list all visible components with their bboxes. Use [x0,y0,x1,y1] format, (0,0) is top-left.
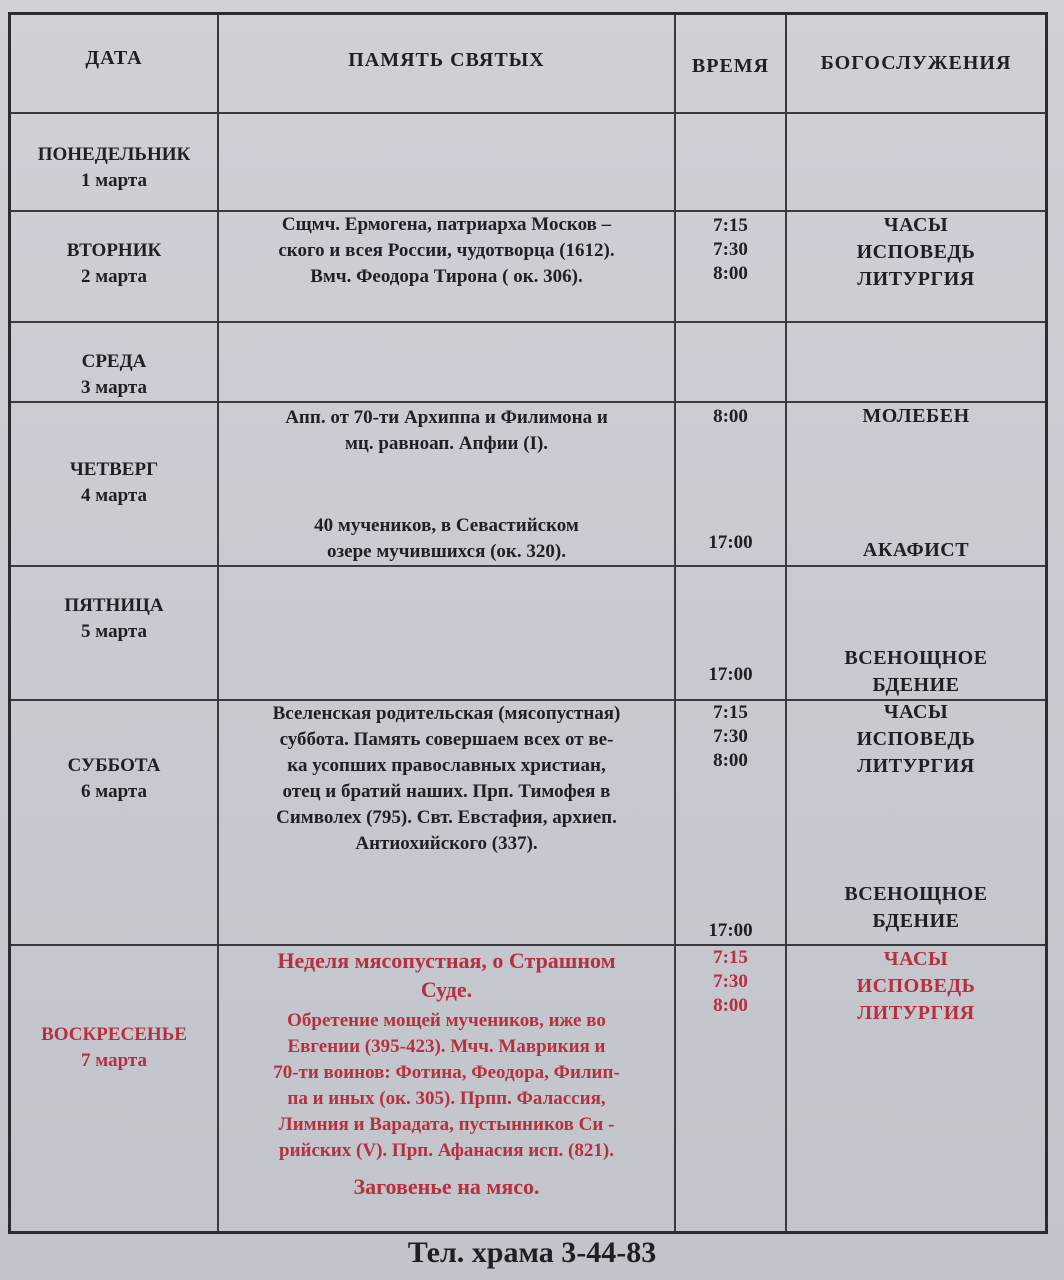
table-row [11,321,1045,401]
saints-line: Обретение мощей мучеников, иже во [287,1010,606,1031]
saints-line: мц. равноап. Апфии (I). [344,433,549,454]
day-name: СУББОТА [67,755,161,776]
service-name: ИСПОВЕДЬ [856,728,976,750]
saints-line: Евгении (395-423). Мчч. Маврикия и [287,1036,606,1057]
day-name: ПОНЕДЕЛЬНИК [37,144,191,165]
header-time: ВРЕМЯ [691,55,770,77]
saints-line: Вмч. Феодора Тирона ( ок. 306). [310,266,583,287]
saints-line: Апп. от 70-ти Архиппа и Филимона и [285,407,608,428]
day-name: ЧЕТВЕРГ [69,459,159,480]
saints-line: отец и братий наших. Прп. Тимофея в [282,781,611,802]
service-time: 7:15 [713,215,748,236]
saints-line: озере мучившихся (ок. 320). [327,541,566,562]
service-time: 7:15 [713,947,748,968]
sunday-title: Неделя мясопустная, о Страшном [277,948,616,973]
service-name: ЛИТУРГИЯ [857,1002,975,1024]
service-time: 7:15 [713,702,748,723]
schedule-table [8,12,1048,1234]
saints-line: суббота. Память совершаем всех от ве- [279,729,614,750]
day-date: 6 марта [81,781,147,802]
service-name: ВСЕНОЩНОЕ [844,647,988,669]
table-row [11,944,1045,1231]
sunday-title: Суде. [420,977,473,1002]
day-date: 7 марта [81,1050,147,1071]
table-row [11,210,1045,321]
service-name: БДЕНИЕ [872,674,960,696]
closing-note: Заговенье на мясо. [353,1174,540,1199]
saints-line: рийских (V). Прп. Афанасия исп. (821). [279,1140,614,1161]
service-name: МОЛЕБЕН [862,405,970,427]
table-row [11,565,1045,699]
day-name: ПЯТНИЦА [64,595,164,616]
table-row [11,112,1045,210]
service-time: 7:30 [713,971,748,992]
service-name: АКАФИСТ [862,539,970,561]
header-saints: ПАМЯТЬ СВЯТЫХ [348,49,545,71]
day-date: 5 марта [81,621,147,642]
service-time: 8:00 [713,263,748,284]
service-time: 8:00 [713,406,748,427]
table-row [11,699,1045,944]
day-date: 1 марта [81,170,147,191]
saints-line: ка усопших православных христиан, [287,755,606,776]
saints-line: ского и всея России, чудотворца (1612). [278,240,615,261]
header-date: ДАТА [85,47,143,69]
service-time: 8:00 [713,750,748,771]
saints-line: Антиохийского (337). [355,833,538,854]
service-name: ВСЕНОЩНОЕ [844,883,988,905]
service-time: 17:00 [708,920,753,941]
service-name: ЛИТУРГИЯ [857,755,975,777]
service-name: ЛИТУРГИЯ [857,268,975,290]
saints-line: 70-ти воинов: Фотина, Феодора, Филип- [273,1062,620,1083]
service-time: 8:00 [713,995,748,1016]
day-name: ВОСКРЕСЕНЬЕ [41,1024,187,1045]
saints-line: па и иных (ок. 305). Прпп. Фалассия, [287,1088,606,1109]
church-phone: Тел. храма 3-44-83 [407,1236,657,1269]
table-row [11,401,1045,565]
service-time: 7:30 [713,726,748,747]
saints-line: Вселенская родительская (мясопустная) [272,703,621,724]
saints-line: Символех (795). Свт. Евстафия, архиеп. [276,807,617,828]
day-date: 3 марта [81,377,147,398]
day-date: 4 марта [81,485,147,506]
service-name: ЧАСЫ [883,948,949,970]
header-services: БОГОСЛУЖЕНИЯ [820,52,1012,74]
service-time: 17:00 [708,664,753,685]
saints-line: Лимния и Варадата, пустынников Си - [278,1114,615,1135]
saints-line: Сщмч. Ермогена, патриарха Москов – [281,214,612,235]
service-time: 7:30 [713,239,748,260]
header-row [11,15,1045,112]
service-name: ИСПОВЕДЬ [856,241,976,263]
day-date: 2 марта [81,266,147,287]
service-name: ИСПОВЕДЬ [856,975,976,997]
day-name: СРЕДА [81,351,147,372]
service-name: БДЕНИЕ [872,910,960,932]
service-time: 17:00 [708,532,753,553]
day-name: ВТОРНИК [66,240,162,261]
saints-line: 40 мучеников, в Севастийском [314,515,579,536]
service-name: ЧАСЫ [883,214,949,236]
service-name: ЧАСЫ [883,701,949,723]
